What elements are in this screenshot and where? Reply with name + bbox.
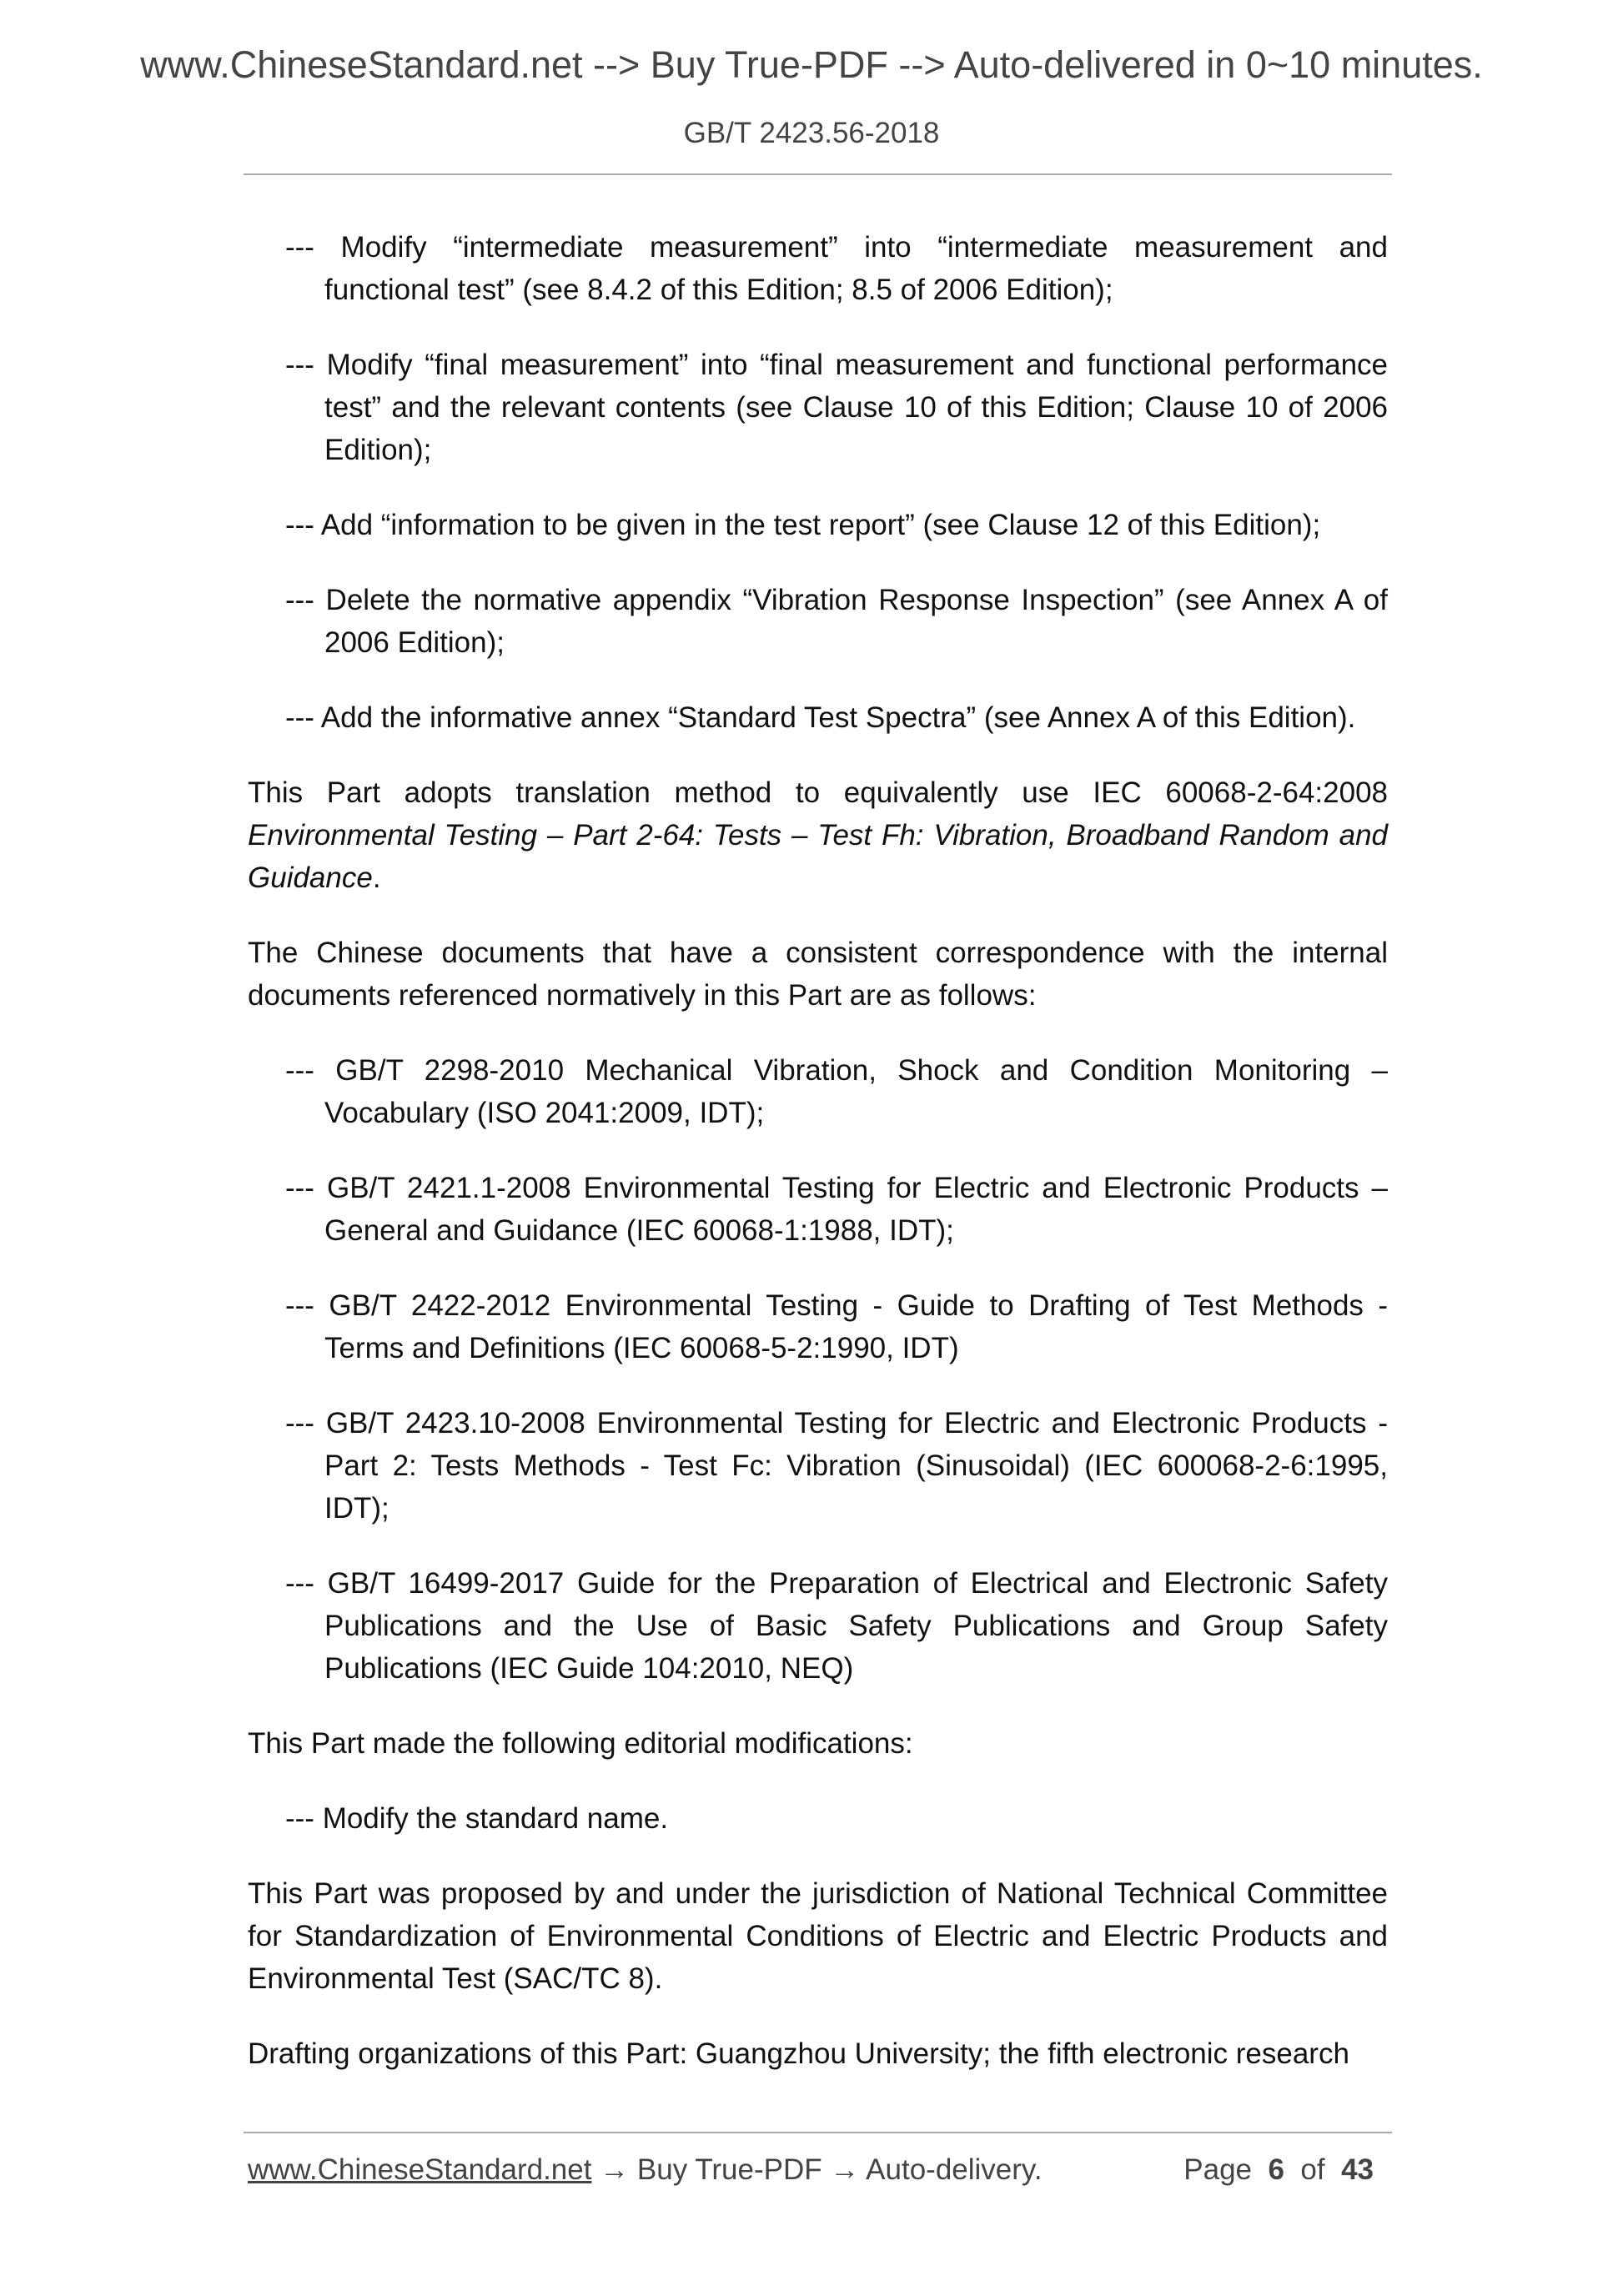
footer-link[interactable]: www.ChineseStandard.net	[248, 2153, 592, 2186]
paragraph: This Part was proposed by and under the jurisdiction of National Technical Committee for Standardization of Environmental Conditions of Electric and Electric Products and Environmental Test (SAC/TC 8).	[248, 1877, 1388, 1995]
footer-text: → Buy True-PDF → Auto-delivery.	[591, 2153, 1043, 2186]
page-number: 6	[1268, 2153, 1284, 2186]
footer-divider	[244, 2132, 1392, 2133]
header-banner: www.ChineseStandard.net --> Buy True-PDF --> Auto-delivered in 0~10 minutes.	[140, 43, 1483, 86]
paragraph: The Chinese documents that have a consistent correspondence with the internal documents referenced normatively in this Part are as follows:	[248, 937, 1388, 1012]
paragraph-segment: Environmental Testing – Part 2-64: Tests – Test Fh: Vibration, Broadband Random and Guidance	[248, 819, 1388, 894]
list-item: --- GB/T 16499-2017 Guide for the Preparation of Electrical and Electronic Safety Publications and the Use of Basic Safety Publications and Group Safety Publications (IEC Guide 104:2010, NEQ)	[285, 1567, 1388, 1685]
document-body	[248, 226, 1388, 2108]
list-item: --- GB/T 2421.1-2008 Environmental Testing for Electric and Electronic Products – General and Guidance (IEC 60068-1:1988, IDT);	[285, 1172, 1388, 1247]
paragraph: Drafting organizations of this Part: Guangzhou University; the fifth electronic research	[248, 2037, 1349, 2070]
page-indicator	[1183, 2153, 1374, 2187]
header-divider	[244, 173, 1392, 175]
footer	[248, 2153, 1374, 2187]
list-item: --- Add the informative annex “Standard Test Spectra” (see Annex A of this Edition).	[285, 701, 1356, 734]
paragraph-segment: .	[372, 862, 381, 894]
list-item: --- Modify the standard name.	[285, 1802, 669, 1835]
page-label: Page	[1183, 2153, 1253, 2186]
page-total: 43	[1341, 2153, 1374, 2186]
list-item: --- Modify “intermediate measurement” into “intermediate measurement and functional test” (see 8.4.2 of this Edition; 8.5 of 2006 Edition);	[285, 231, 1388, 306]
paragraph-segment: This Part adopts translation method to equivalently use IEC 60068-2-64:2008	[248, 776, 1388, 809]
of-label: of	[1300, 2153, 1325, 2186]
list-item: --- GB/T 2423.10-2008 Environmental Testing for Electric and Electronic Products - Part 2: Tests Methods - Test Fc: Vibration (Sinusoidal) (IEC 600068-2-6:1995, IDT);	[285, 1407, 1388, 1525]
list-item: --- Add “information to be given in the test report” (see Clause 12 of this Edition);	[285, 509, 1321, 541]
list-item: --- Modify “final measurement” into “final measurement and functional performance test” and the relevant contents (see Clause 10 of this Edition; Clause 10 of 2006 Edition);	[285, 349, 1388, 466]
list-item: --- Delete the normative appendix “Vibration Response Inspection” (see Annex A of 2006 Edition);	[285, 584, 1388, 659]
standard-number: GB/T 2423.56-2018	[683, 117, 940, 149]
paragraph	[248, 771, 1388, 899]
paragraph: This Part made the following editorial modifications:	[248, 1727, 913, 1760]
list-item: --- GB/T 2422-2012 Environmental Testing - Guide to Drafting of Test Methods - Terms and Definitions (IEC 60068-5-2:1990, IDT)	[285, 1289, 1388, 1364]
list-item: --- GB/T 2298-2010 Mechanical Vibration, Shock and Condition Monitoring – Vocabulary (ISO 2041:2009, IDT);	[285, 1054, 1388, 1129]
